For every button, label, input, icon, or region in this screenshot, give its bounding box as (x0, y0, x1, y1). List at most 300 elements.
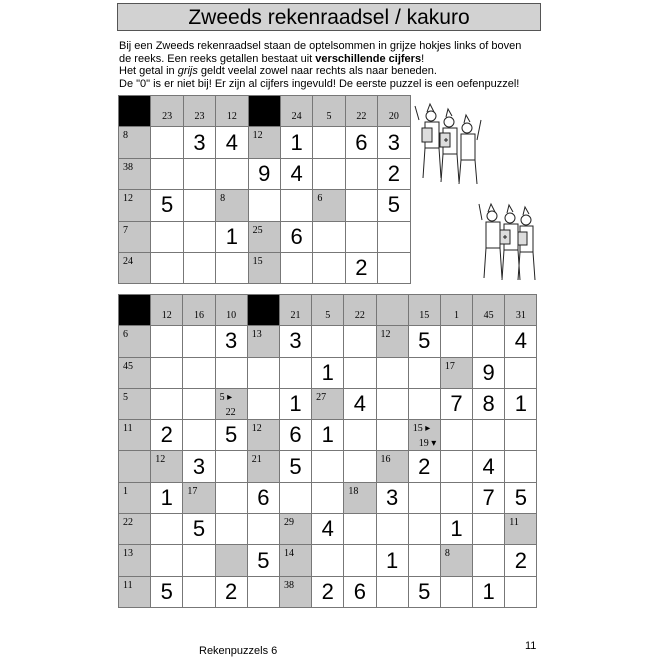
answer-cell[interactable] (473, 514, 505, 545)
given-digit: 8 (482, 391, 495, 417)
clue-number: 17 (187, 485, 198, 497)
answer-cell[interactable] (216, 252, 248, 283)
clue-number: 22 (123, 517, 133, 529)
footer-book-title: Rekenpuzzels 6 (199, 645, 278, 657)
intro-text-part: geldt veelal zowel naar rechts als naar beneden. (197, 65, 437, 77)
clue-cell (440, 357, 472, 388)
clue-number: 27 (316, 391, 327, 403)
clue-cell (505, 295, 537, 326)
clue-cell (215, 388, 247, 419)
clue-number: 5 (326, 111, 332, 123)
answer-cell[interactable] (151, 326, 183, 357)
given-digit: 2 (418, 453, 431, 479)
answer-cell[interactable] (440, 420, 472, 451)
intro-bold: verschillende cijfers (315, 52, 422, 65)
answer-cell[interactable] (473, 357, 505, 388)
answer-cell[interactable] (216, 158, 248, 189)
clue-cell (151, 96, 183, 127)
answer-cell[interactable] (312, 357, 344, 388)
answer-cell[interactable] (378, 158, 410, 189)
given-digit: 4 (225, 129, 238, 155)
answer-cell[interactable] (376, 357, 408, 388)
answer-cell[interactable] (151, 545, 183, 576)
answer-cell[interactable] (312, 514, 344, 545)
given-digit: 5 (418, 578, 431, 604)
clue-cell (151, 295, 183, 326)
answer-cell[interactable] (279, 420, 311, 451)
clue-number-down: 19 ▾ (418, 438, 437, 450)
answer-cell[interactable] (505, 326, 537, 357)
knights-illustration-bottom (478, 200, 538, 290)
given-digit: 2 (355, 255, 368, 281)
answer-cell[interactable] (312, 420, 344, 451)
answer-cell[interactable] (408, 326, 440, 357)
answer-cell[interactable] (215, 514, 247, 545)
answer-cell[interactable] (378, 221, 410, 252)
answer-cell[interactable] (279, 357, 311, 388)
clue-cell (378, 96, 410, 127)
answer-cell[interactable] (183, 252, 215, 283)
clue-cell (440, 545, 472, 576)
answer-cell[interactable] (408, 514, 440, 545)
answer-cell[interactable] (344, 576, 376, 607)
given-digit: 5 (418, 328, 431, 354)
given-digit: 3 (289, 328, 302, 354)
answer-cell[interactable] (313, 252, 345, 283)
clue-cell (247, 326, 279, 357)
answer-cell[interactable] (376, 388, 408, 419)
answer-cell[interactable] (247, 576, 279, 607)
answer-cell[interactable] (440, 514, 472, 545)
clue-number: 24 (291, 111, 302, 123)
given-digit: 4 (321, 516, 334, 542)
knights-illustration-top (413, 100, 483, 190)
answer-cell[interactable] (216, 127, 248, 158)
answer-cell[interactable] (280, 190, 312, 221)
grid-row (119, 514, 537, 545)
given-digit: 1 (482, 578, 495, 604)
clue-cell (440, 295, 472, 326)
grid-row (119, 190, 411, 221)
given-digit: 1 (321, 359, 334, 385)
clue-number: 21 (251, 454, 262, 466)
clue-number: 38 (283, 579, 294, 591)
given-digit: 2 (514, 547, 527, 573)
clue-cell (505, 514, 537, 545)
answer-cell[interactable] (378, 127, 410, 158)
given-digit: 5 (160, 578, 173, 604)
answer-cell[interactable] (344, 451, 376, 482)
answer-cell[interactable] (312, 545, 344, 576)
grid-row (119, 576, 537, 607)
clue-number: 6 (317, 193, 323, 205)
answer-cell[interactable] (279, 482, 311, 513)
answer-cell[interactable] (280, 158, 312, 189)
grid-row (119, 221, 411, 252)
clue-cell (119, 221, 151, 252)
clue-number: 8 (444, 548, 450, 560)
given-digit: 4 (290, 160, 303, 186)
answer-cell[interactable] (344, 357, 376, 388)
answer-cell[interactable] (215, 357, 247, 388)
clue-cell (216, 96, 248, 127)
clue-number: 12 (123, 193, 133, 205)
answer-cell[interactable] (344, 514, 376, 545)
answer-cell[interactable] (408, 545, 440, 576)
answer-cell[interactable] (183, 190, 215, 221)
grid-row (119, 545, 537, 576)
clue-number: 29 (283, 517, 294, 529)
clue-cell (216, 190, 248, 221)
clue-number: 12 (380, 329, 391, 341)
answer-cell[interactable] (440, 326, 472, 357)
answer-cell[interactable] (247, 545, 279, 576)
grid-row (119, 357, 537, 388)
given-digit: 1 (289, 391, 302, 417)
clue-number: 13 (251, 329, 262, 341)
answer-cell[interactable] (344, 388, 376, 419)
given-digit: 2 (225, 578, 238, 604)
answer-cell[interactable] (473, 576, 505, 607)
clue-cell (312, 388, 344, 419)
intro-line: Bij een Zweeds rekenraadsel staan de optelsommen in grijze hokjes links of boven (119, 40, 522, 52)
clue-cell (119, 252, 151, 283)
answer-cell[interactable] (408, 388, 440, 419)
answer-cell[interactable] (183, 576, 215, 607)
clue-cell (119, 388, 151, 419)
given-digit: 3 (387, 129, 400, 155)
answer-cell[interactable] (216, 221, 248, 252)
answer-cell[interactable] (248, 190, 280, 221)
answer-cell[interactable] (183, 514, 215, 545)
intro-text (119, 40, 549, 90)
answer-cell[interactable] (376, 420, 408, 451)
answer-cell[interactable] (280, 221, 312, 252)
given-digit: 1 (321, 422, 334, 448)
given-digit: 7 (450, 391, 463, 417)
answer-cell[interactable] (505, 451, 537, 482)
clue-number: 23 (194, 111, 205, 123)
answer-cell[interactable] (183, 388, 215, 419)
grid-row (119, 127, 411, 158)
intro-italic: grijs (177, 65, 198, 77)
answer-cell[interactable] (473, 388, 505, 419)
clue-cell (247, 420, 279, 451)
clue-cell (119, 482, 151, 513)
blank-black-cell (247, 295, 279, 326)
clue-cell (119, 127, 151, 158)
answer-cell[interactable] (279, 388, 311, 419)
answer-cell[interactable] (344, 545, 376, 576)
clue-number: 8 (220, 193, 226, 205)
answer-cell[interactable] (473, 326, 505, 357)
grid-row (119, 482, 537, 513)
answer-cell[interactable] (505, 357, 537, 388)
answer-cell[interactable] (312, 576, 344, 607)
grid-row (119, 388, 537, 419)
answer-cell[interactable] (505, 482, 537, 513)
answer-cell[interactable] (440, 576, 472, 607)
clue-number: 1 (123, 485, 128, 497)
answer-cell[interactable] (247, 357, 279, 388)
answer-cell[interactable] (473, 420, 505, 451)
clue-cell (119, 420, 151, 451)
given-digit: 1 (450, 516, 463, 542)
clue-number: 45 (123, 360, 133, 372)
clue-number: 22 (354, 310, 365, 322)
given-digit: 3 (193, 129, 206, 155)
answer-cell[interactable] (151, 127, 183, 158)
given-digit: 5 (514, 484, 527, 510)
given-digit: 5 (257, 547, 270, 573)
clue-number: 10 (226, 310, 237, 322)
given-digit: 6 (289, 422, 302, 448)
answer-cell[interactable] (376, 514, 408, 545)
clue-cell (344, 482, 376, 513)
clue-cell (248, 221, 280, 252)
answer-cell[interactable] (312, 326, 344, 357)
answer-cell[interactable] (313, 221, 345, 252)
clue-cell (345, 96, 377, 127)
page-number: 11 (525, 640, 537, 652)
clue-number: 11 (123, 579, 133, 591)
answer-cell[interactable] (183, 451, 215, 482)
clue-number: 16 (380, 454, 391, 466)
answer-cell[interactable] (345, 221, 377, 252)
given-digit: 6 (257, 484, 270, 510)
clue-number: 18 (348, 485, 359, 497)
answer-cell[interactable] (280, 252, 312, 283)
clue-number: 20 (388, 111, 399, 123)
answer-cell[interactable] (151, 221, 183, 252)
answer-cell[interactable] (344, 326, 376, 357)
clue-cell (183, 482, 215, 513)
given-digit: 1 (160, 484, 173, 510)
clue-number: 6 (123, 329, 128, 341)
answer-cell[interactable] (151, 190, 183, 221)
grid-row (119, 326, 537, 357)
clue-cell (473, 295, 505, 326)
answer-cell[interactable] (440, 388, 472, 419)
answer-cell[interactable] (313, 158, 345, 189)
answer-cell[interactable] (183, 357, 215, 388)
clue-cell (248, 127, 280, 158)
clue-number: 11 (509, 517, 519, 529)
clue-cell (313, 190, 345, 221)
answer-cell[interactable] (279, 326, 311, 357)
practice-puzzle-grid (118, 95, 411, 284)
clue-cell (247, 451, 279, 482)
clue-number: 22 (356, 111, 367, 123)
clue-number: 12 (155, 454, 166, 466)
given-digit: 1 (514, 391, 527, 417)
answer-cell[interactable] (473, 545, 505, 576)
given-digit: 5 (289, 453, 302, 479)
clue-cell (279, 514, 311, 545)
clue-number: 5 (123, 391, 128, 403)
answer-cell[interactable] (376, 482, 408, 513)
answer-cell[interactable] (376, 545, 408, 576)
clue-number: 14 (283, 548, 294, 560)
clue-number: 12 (252, 130, 263, 142)
given-digit: 5 (160, 192, 174, 218)
grid-row (119, 451, 537, 482)
intro-text-part: ! (421, 52, 425, 65)
grid-row (119, 158, 411, 189)
clue-cell (119, 576, 151, 607)
answer-cell[interactable] (345, 127, 377, 158)
clue-cell (248, 252, 280, 283)
answer-cell[interactable] (183, 127, 215, 158)
answer-cell[interactable] (151, 252, 183, 283)
answer-cell[interactable] (247, 482, 279, 513)
answer-cell[interactable] (183, 420, 215, 451)
given-digit: 6 (355, 129, 368, 155)
answer-cell[interactable] (279, 451, 311, 482)
answer-cell[interactable] (473, 451, 505, 482)
answer-cell[interactable] (151, 388, 183, 419)
given-digit: 2 (160, 422, 173, 448)
clue-cell (183, 295, 215, 326)
clue-number: 7 (123, 224, 128, 236)
answer-cell[interactable] (312, 482, 344, 513)
given-digit: 4 (353, 391, 367, 417)
given-digit: 9 (482, 359, 495, 385)
answer-cell[interactable] (151, 357, 183, 388)
clue-cell (313, 96, 345, 127)
given-digit: 1 (385, 547, 399, 573)
given-digit: 1 (290, 129, 303, 155)
answer-cell[interactable] (376, 576, 408, 607)
clue-cell (215, 295, 247, 326)
answer-cell[interactable] (408, 357, 440, 388)
answer-cell[interactable] (505, 576, 537, 607)
given-digit: 3 (385, 484, 399, 510)
clue-number: 38 (123, 161, 133, 173)
answer-cell[interactable] (151, 514, 183, 545)
answer-cell[interactable] (408, 451, 440, 482)
given-digit: 3 (192, 453, 206, 479)
answer-cell[interactable] (151, 576, 183, 607)
answer-cell[interactable] (151, 482, 183, 513)
clue-number: 15 (419, 310, 430, 322)
answer-cell[interactable] (215, 482, 247, 513)
answer-cell[interactable] (183, 545, 215, 576)
clue-cell (279, 576, 311, 607)
blank-black-cell (248, 96, 280, 127)
clue-cell (312, 295, 344, 326)
answer-cell[interactable] (378, 252, 410, 283)
answer-cell[interactable] (151, 420, 183, 451)
answer-cell[interactable] (247, 388, 279, 419)
intro-text-part: de reeks. Een reeks getallen bestaat uit (119, 52, 316, 65)
given-digit: 2 (321, 578, 334, 604)
answer-cell[interactable] (215, 326, 247, 357)
answer-cell[interactable] (505, 420, 537, 451)
blank-black-cell (119, 295, 151, 326)
clue-number: 12 (161, 310, 172, 322)
answer-cell[interactable] (345, 252, 377, 283)
given-digit: 4 (514, 328, 527, 354)
clue-cell (279, 295, 311, 326)
answer-cell[interactable] (313, 127, 345, 158)
clue-number: 13 (123, 548, 133, 560)
clue-number: 15 ▸ (412, 423, 431, 435)
clue-cell (183, 96, 215, 127)
clue-number: 31 (515, 310, 526, 322)
blank-black-cell (119, 96, 151, 127)
answer-cell[interactable] (378, 190, 410, 221)
grid-row (119, 295, 537, 326)
given-digit: 5 (225, 422, 238, 448)
answer-cell[interactable] (280, 127, 312, 158)
clue-cell (376, 451, 408, 482)
given-digit: 1 (225, 223, 238, 249)
clue-number: 16 (193, 310, 204, 322)
answer-cell[interactable] (248, 158, 280, 189)
clue-number: 21 (290, 310, 301, 322)
clue-number: 5 ▸ (219, 391, 233, 403)
clue-cell (119, 190, 151, 221)
page-title: Zweeds rekenraadsel / kakuro (117, 3, 541, 31)
given-digit: 6 (290, 223, 303, 249)
clue-number: 11 (123, 423, 133, 435)
intro-text-part: Het getal in (119, 65, 178, 77)
answer-cell[interactable] (215, 451, 247, 482)
clue-cell (279, 545, 311, 576)
clue-number: 12 (251, 423, 262, 435)
answer-cell[interactable] (473, 482, 505, 513)
answer-cell[interactable] (215, 576, 247, 607)
clue-cell (151, 451, 183, 482)
given-digit: 5 (387, 192, 400, 218)
clue-cell (119, 158, 151, 189)
clue-cell (119, 514, 151, 545)
intro-line (119, 65, 549, 78)
clue-cell (215, 545, 247, 576)
clue-number-down: 22 (225, 407, 236, 419)
clue-cell (408, 420, 440, 451)
clue-number: 17 (444, 360, 455, 372)
answer-cell[interactable] (151, 158, 183, 189)
clue-number: 8 (123, 130, 128, 142)
answer-cell[interactable] (505, 545, 537, 576)
intro-line: De "0" is er niet bij! Er zijn al cijfers ingevuld! De eerste puzzel is een oefenpuzzel! (119, 77, 520, 90)
answer-cell[interactable] (440, 451, 472, 482)
answer-cell[interactable] (183, 221, 215, 252)
grid-row (119, 420, 537, 451)
given-digit: 9 (258, 160, 271, 186)
clue-cell (408, 295, 440, 326)
answer-cell[interactable] (247, 514, 279, 545)
answer-cell[interactable] (440, 482, 472, 513)
given-digit: 6 (353, 578, 367, 604)
clue-cell (119, 451, 151, 482)
clue-cell (376, 326, 408, 357)
intro-line (119, 53, 549, 66)
answer-cell[interactable] (408, 482, 440, 513)
answer-cell[interactable] (344, 420, 376, 451)
clue-number: 24 (123, 255, 133, 267)
answer-cell[interactable] (183, 326, 215, 357)
answer-cell[interactable] (312, 451, 344, 482)
answer-cell[interactable] (505, 388, 537, 419)
answer-cell[interactable] (345, 190, 377, 221)
answer-cell[interactable] (183, 158, 215, 189)
answer-cell[interactable] (408, 576, 440, 607)
answer-cell[interactable] (215, 420, 247, 451)
answer-cell[interactable] (345, 158, 377, 189)
